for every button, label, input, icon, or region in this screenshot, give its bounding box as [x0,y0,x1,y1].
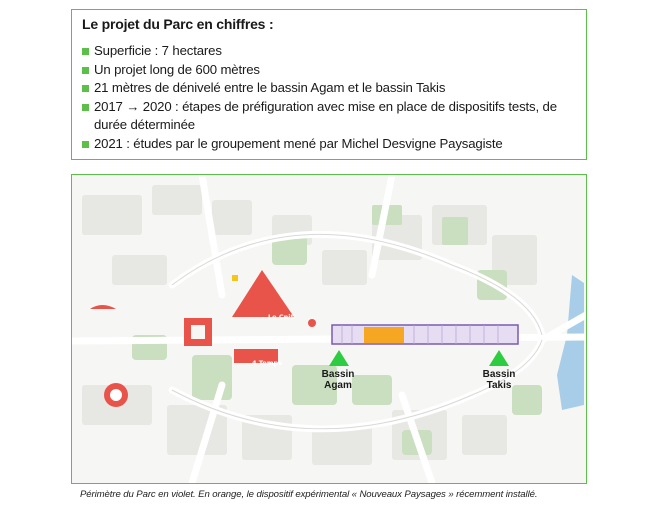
fact-text: 2021 : études par le groupement mené par Michel Desvigne Paysagiste [94,135,503,151]
list-item [82,79,576,98]
takis-label-line2: Takis [486,380,512,391]
fact-text: 21 mètres de dénivelé entre le bassin Agam et le bassin Takis [94,80,446,95]
agam-marker-icon [329,350,349,366]
fact-text: Un projet long de 600 mètres [94,61,260,77]
list-item [82,42,576,61]
agam-label-line2: Agam [324,380,352,391]
bullet-icon [82,141,89,148]
list-item [82,98,576,135]
facts-box [71,9,587,160]
takis-label-line1: Bassin [482,369,516,380]
list-item [82,135,576,154]
experimental-zone [364,327,404,343]
bullet-icon [82,104,89,111]
list-item [82,61,576,80]
takis-label [477,369,521,391]
cnit-label: Le Cnit [268,313,294,321]
map-drawing [72,175,586,483]
fact-text: 2017 → 2020 : étapes de préfiguration avec mise en place de dispositifs tests, de durée déterminée [94,98,557,132]
four-temps-label: 4 Temps [252,359,283,367]
facts-title: Le projet du Parc en chiffres : [82,16,274,32]
bullet-icon [82,67,89,74]
park-perimeter [332,325,518,344]
fact-text: Superficie : 7 hectares [94,43,222,58]
water-area [557,275,584,410]
takis-marker-icon [489,350,509,366]
cnit-building [232,270,294,317]
facts-list [82,42,576,153]
yellow-marker [232,275,238,281]
map-caption: Périmètre du Parc en violet. En orange, le dispositif expérimental « Nouveaux Paysages » récemment installé. [80,489,538,500]
park-map [71,174,587,484]
red-marker [308,319,316,327]
agam-label-line1: Bassin [321,369,355,380]
agam-label [316,369,360,391]
red-sculpture [90,305,116,309]
bullet-icon [82,85,89,92]
bullet-icon [82,48,89,55]
